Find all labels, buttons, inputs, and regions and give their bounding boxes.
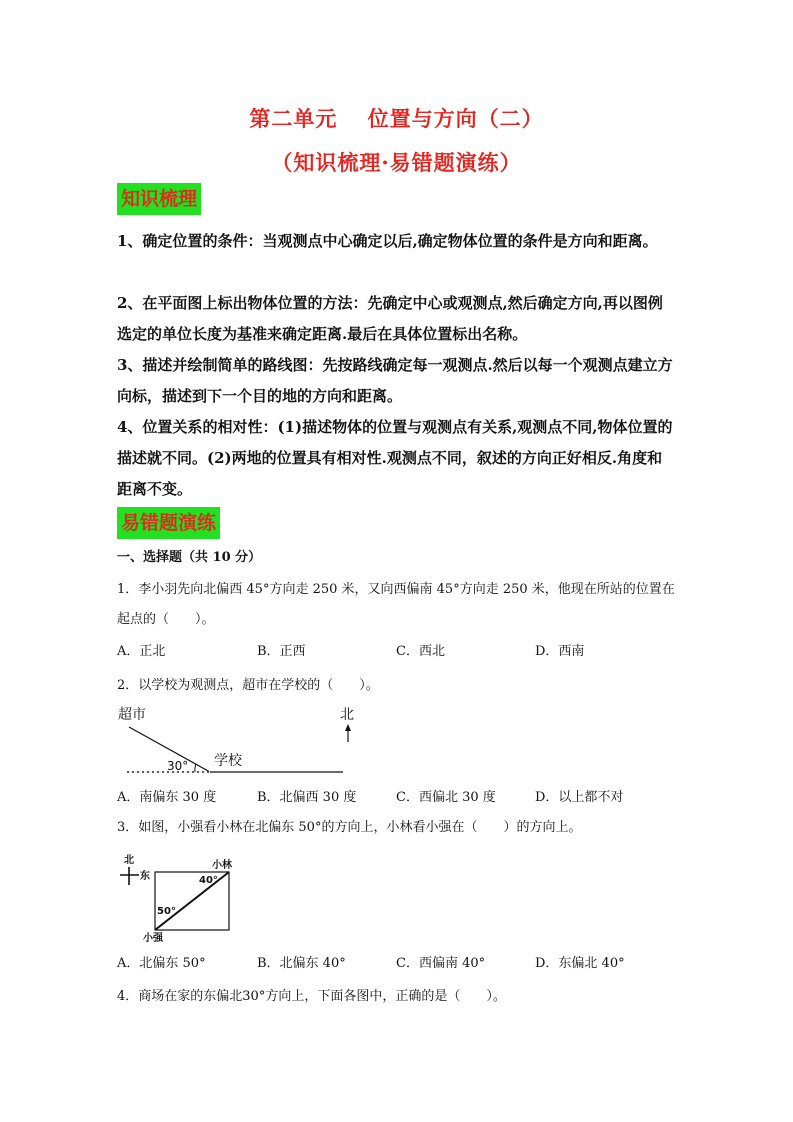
east-label: 东 <box>140 871 150 882</box>
option-b[interactable]: B．北偏东 40° <box>257 956 346 971</box>
section-title: 一、选择题（共 10 分） <box>117 550 262 565</box>
store-label: 超市 <box>118 707 146 723</box>
question-2-text: 2．以学校为观测点，超市在学校的（ ）。 <box>117 678 379 693</box>
knowledge-point: 3、描述并绘制简单的路线图：先按路线确定每一观测点.然后以每一个观测点建立方向标，描述到下一个目的地的方向和距离。 <box>117 356 673 405</box>
question-2-options <box>117 786 677 810</box>
option-d[interactable]: D．西南 <box>535 644 585 659</box>
question-3-options <box>117 952 677 976</box>
knowledge-point: 2、在平面图上标出物体位置的方法：先确定中心或观测点,然后确定方向,再以图例选定的单位长度为基准来确定距离.最后在具体位置标出名称。 <box>117 294 663 343</box>
qiang-label: 小强 <box>143 933 163 944</box>
north-label: 北 <box>124 855 134 866</box>
knowledge-point: 4、位置关系的相对性：(1)描述物体的位置与观测点有关系,观测点不同,物体位置的描述就不同。(2)两地的位置具有相对性.观测点不同，叙述的方向正好相反.角度和距离不变。 <box>117 418 673 498</box>
angle-top-label: 40° <box>199 875 218 886</box>
question-1-options <box>117 640 677 664</box>
option-a[interactable]: A．正北 <box>117 644 166 659</box>
school-label: 学校 <box>214 753 242 769</box>
page-title: 第二单元 位置与方向（二） <box>249 106 544 131</box>
option-a[interactable]: A．北偏东 50° <box>117 956 206 971</box>
option-a[interactable]: A．南偏东 30 度 <box>117 790 217 805</box>
north-arrow-icon <box>345 724 351 731</box>
practice-heading: 易错题演练 <box>117 507 220 539</box>
knowledge-point: 1、确定位置的条件：当观测点中心确定以后,确定物体位置的条件是方向和距离。 <box>117 232 658 250</box>
question-3-text: 3．如图，小强看小林在北偏东 50°的方向上，小林看小强在（ ）的方向上。 <box>117 820 582 835</box>
question-2-figure <box>115 700 355 780</box>
lin-label: 小林 <box>212 860 232 871</box>
question-3-figure <box>115 852 245 944</box>
option-b[interactable]: B．北偏西 30 度 <box>257 790 357 805</box>
option-d[interactable]: D．以上都不对 <box>535 790 624 805</box>
north-label: 北 <box>340 707 354 723</box>
option-c[interactable]: C．西偏北 30 度 <box>396 790 496 805</box>
angle-bottom-label: 50° <box>157 906 176 917</box>
option-d[interactable]: D．东偏北 40° <box>535 956 625 971</box>
option-c[interactable]: C．西北 <box>396 644 445 659</box>
option-c[interactable]: C．西偏南 40° <box>396 956 486 971</box>
question-1-text: 1．李小羽先向北偏西 45°方向走 250 米，又向西偏南 45°方向走 250 米，他现在所站的位置在起点的（ ）。 <box>117 582 675 627</box>
page-subtitle: （知识梳理·易错题演练） <box>271 150 522 175</box>
question-4-text: 4．商场在家的东偏北30°方向上，下面各图中，正确的是（ ）。 <box>117 989 506 1004</box>
angle-label: 30° <box>167 759 189 773</box>
option-b[interactable]: B．正西 <box>257 644 306 659</box>
knowledge-heading: 知识梳理 <box>117 183 201 215</box>
